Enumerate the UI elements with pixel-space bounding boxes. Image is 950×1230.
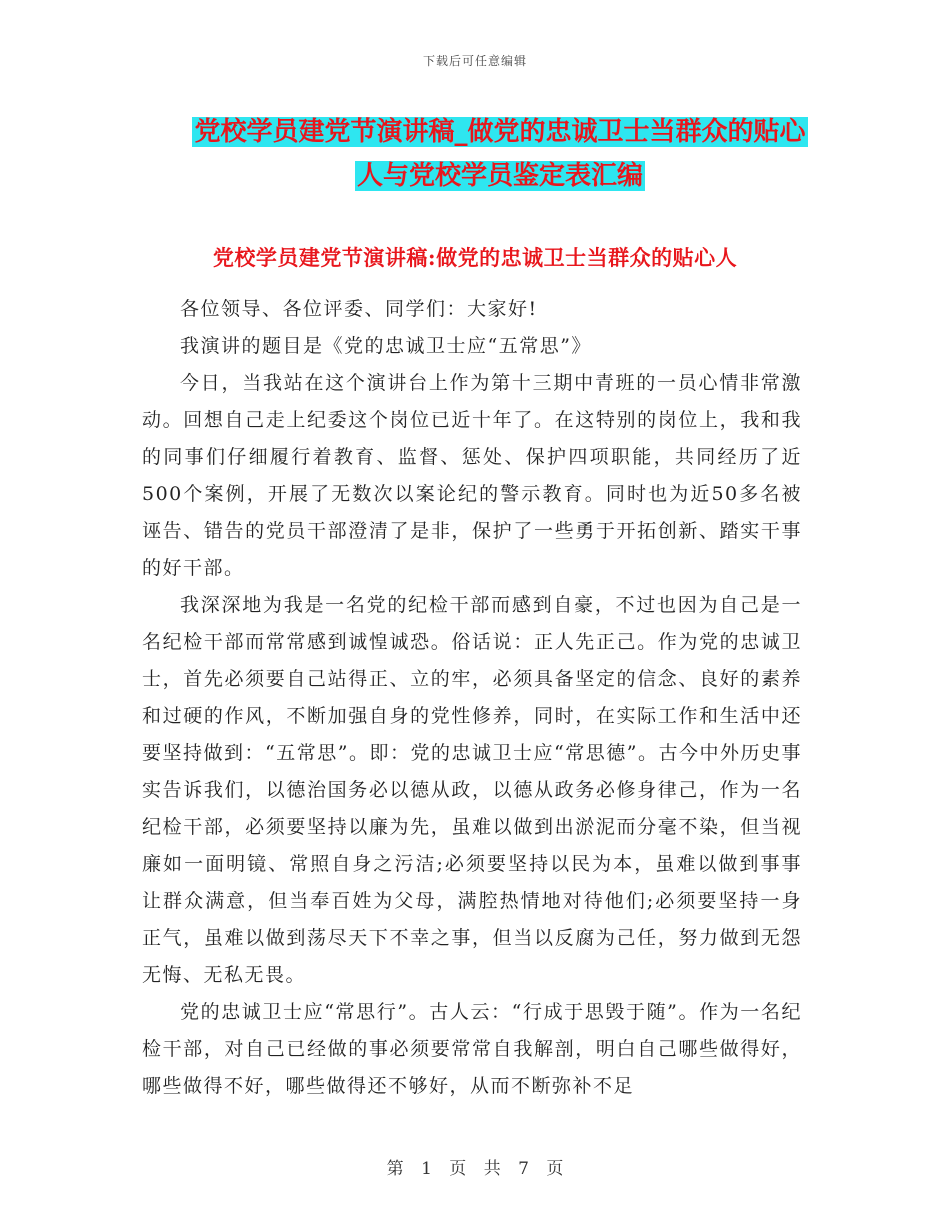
document-title (140, 110, 860, 198)
paragraph-topic: 我演讲的题目是《党的忠诚卫士应“五常思”》 (180, 335, 592, 357)
paragraph-chang-si-xing: 党的忠诚卫士应“常思行”。古人云：“行成于思毁于随”。作为一名纪检干部，对自己已经做的事必须要常常自我解剖，明白自己哪些做得好，哪些做得不好，哪些做得还不够好，从而不断弥补不足 (142, 1001, 802, 1097)
document-title-line-2: 人与党校学员鉴定表汇编 (356, 161, 643, 191)
footer-label-di: 第 (386, 1159, 404, 1179)
section-title: 党校学员建党节演讲稿:做党的忠诚卫士当群众的贴心人 (212, 245, 738, 270)
footer-label-ye: 页 (449, 1159, 467, 1179)
document-title-line-1: 党校学员建党节演讲稿_做党的忠诚卫士当群众的贴心 (194, 117, 806, 147)
body-text (142, 291, 802, 1105)
footer-page-total: 7 (518, 1159, 529, 1179)
page-header-note: 下载后可任意编辑 (422, 54, 527, 68)
footer-page-current: 1 (421, 1159, 432, 1179)
paragraph-intro: 今日，当我站在这个演讲台上作为第十三期中青班的一员心情非常激动。回想自己走上纪委这个岗位已近十年了。在这特别的岗位上，我和我的同事们仔细履行着教育、监督、惩处、保护四项职能，共同经历了近500个案例，开展了无数次以案论纪的警示教育。同时也为近50多名被诬告、错告的党员干部澄清了是非，保护了一些勇于开拓创新、踏实干事的好干部。 (142, 372, 802, 579)
page-footer (0, 1154, 950, 1179)
footer-label-gong: 共 (483, 1159, 501, 1179)
paragraph-pride: 我深深地为我是一名党的纪检干部而感到自豪，不过也因为自己是一名纪检干部而常常感到诚惶诚恐。俗话说：正人先正己。作为党的忠诚卫士，首先必须要自己站得正、立的牢，必须具备坚定的信念、良好的素养和过硬的作风，不断加强自身的党性修养，同时，在实际工作和生活中还要坚持做到：“五常思”。即：党的忠诚卫士应“常思德”。古今中外历史事实告诉我们，以德治国务必以德从政，以德从政务必修身律己，作为一名纪检干部，必须要坚持以廉为先，虽难以做到出淤泥而分毫不染，但当视廉如一面明镜、常照自身之污洁;必须要坚持以民为本，虽难以做到事事让群众满意，但当奉百姓为父母，满腔热情地对待他们;必须要坚持一身正气，虽难以做到荡尽天下不幸之事，但当以反腐为己任，努力做到无怨无悔、无私无畏。 (142, 594, 802, 986)
footer-label-ye-2: 页 (546, 1159, 564, 1179)
paragraph-greeting: 各位领导、各位评委、同学们：大家好! (180, 298, 538, 320)
